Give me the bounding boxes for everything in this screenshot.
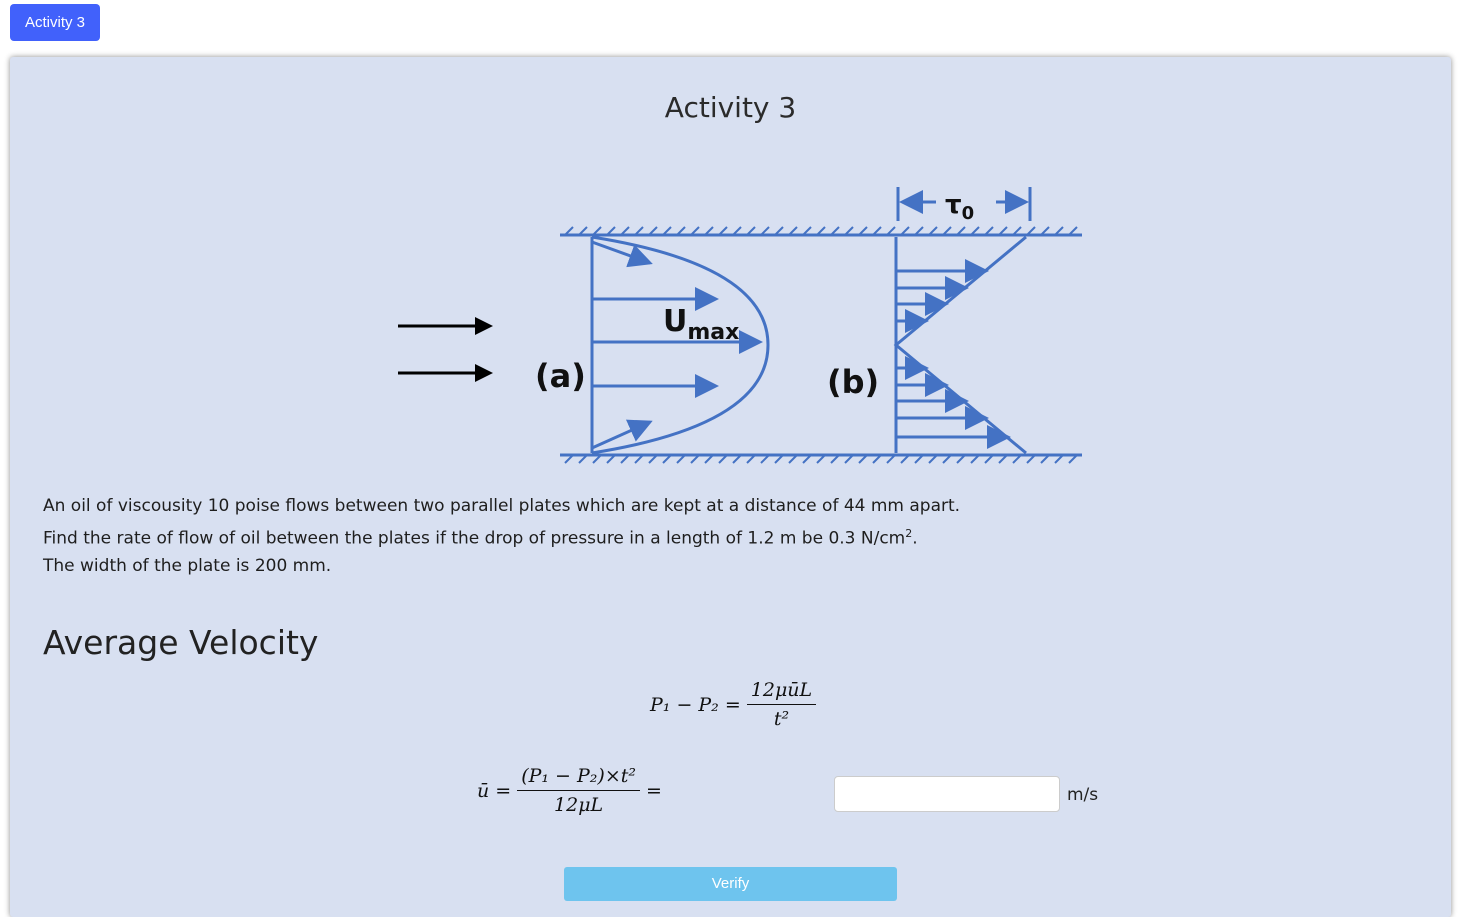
profile-a-arrows	[592, 242, 760, 448]
tau-label: $\tau_0$	[945, 190, 975, 224]
equation1-fraction: $\frac{\text{12μūL}}{\text{t²}}$	[747, 679, 816, 730]
umax-label: $U_{max}$	[663, 304, 740, 345]
equation2-fraction: $\frac{\text{(P₁ − P₂)×t²}}{12\mu L}$	[517, 765, 640, 816]
flow-diagram	[380, 175, 1100, 475]
equation1-lhs: P₁ − P₂ =	[650, 693, 741, 716]
average-velocity-input[interactable]	[834, 776, 1060, 812]
profile-b-outline	[896, 237, 1026, 453]
label-b: (b)	[827, 363, 880, 401]
equation2-lhs: ū =	[477, 779, 512, 802]
problem-statement	[43, 493, 960, 580]
section-title: Average Velocity	[43, 623, 319, 662]
profile-a-parabola	[592, 237, 768, 453]
problem-line-2: Find the rate of flow of oil between the plates if the drop of pressure in a length of 1.2 m be 0.3 $N/cm^2$.	[43, 527, 918, 549]
equation-pressure-drop	[650, 679, 822, 730]
profile-b-arrows	[896, 271, 1008, 437]
equation-average-velocity	[477, 765, 662, 816]
page-title: Activity 3	[664, 91, 797, 124]
activity-panel	[10, 57, 1451, 917]
equation2-equals: =	[646, 779, 662, 802]
unit-label: m/s	[1067, 785, 1099, 805]
problem-line-1: An oil of viscousity 10 poise flows between two parallel plates which are kept at a distance of 44 mm apart.	[43, 496, 961, 516]
verify-button[interactable]: Verify	[564, 867, 897, 901]
label-a: (a)	[535, 357, 586, 395]
activity-tab-button[interactable]: Activity 3	[10, 4, 100, 41]
problem-line-3: The width of the plate is 200 mm.	[43, 555, 332, 576]
